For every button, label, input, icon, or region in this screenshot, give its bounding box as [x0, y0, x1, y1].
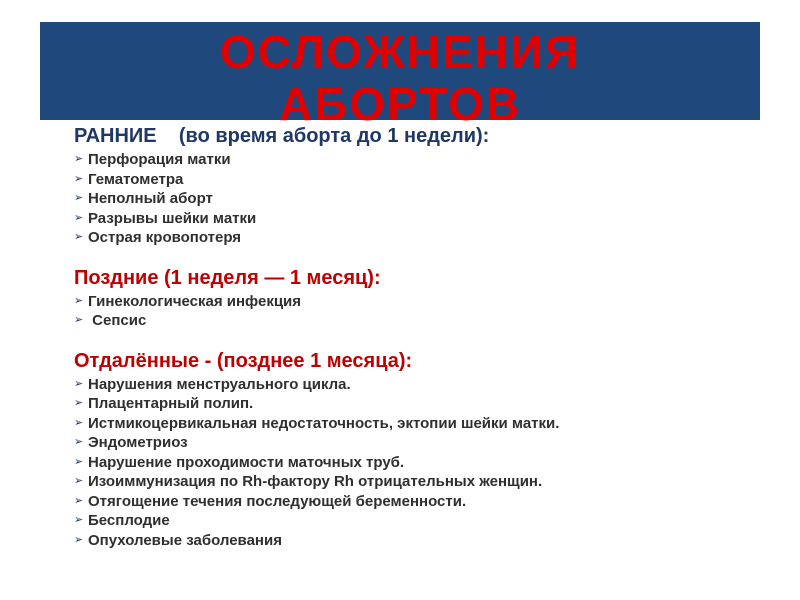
list-item-text: Истмикоцервикальная недостаточность, эктопии шейки матки. [88, 414, 560, 432]
list-item-text: Плацентарный полип. [88, 395, 254, 412]
arrow-bullet-icon: ➢ [74, 475, 84, 487]
section-remote [74, 349, 764, 551]
list-item-text: Разрывы шейки матки [88, 209, 257, 227]
slide-content [74, 124, 764, 550]
early-heading-lead: РАННИЕ [74, 125, 157, 147]
arrow-bullet-icon: ➢ [74, 455, 84, 468]
list-item [74, 189, 764, 209]
list-item-text: Нарушение проходимости маточных труб. [88, 453, 405, 471]
list-item [74, 472, 764, 492]
list-item-text: Сепсис [88, 312, 147, 329]
list-item [74, 170, 764, 190]
arrow-bullet-icon: ➢ [74, 172, 84, 185]
list-item [74, 209, 764, 229]
arrow-bullet-icon: ➢ [74, 314, 84, 326]
title-banner [40, 22, 760, 130]
list-item [74, 453, 764, 473]
arrow-bullet-icon: ➢ [74, 514, 84, 526]
section-remote-heading: Отдалённые - (позднее 1 месяца): [74, 349, 413, 372]
list-item-text: Изоиммунизация по Rh-фактору Rh отрицательных женщин. [88, 473, 543, 490]
list-item [74, 311, 764, 331]
list-item-text: Перфорация матки [88, 151, 231, 168]
arrow-bullet-icon: ➢ [74, 294, 84, 307]
list-item-text: Неполный аборт [88, 190, 213, 207]
list-item [74, 394, 764, 414]
list-item-text: Острая кровопотеря [88, 229, 242, 246]
list-item-text: Нарушения менструального цикла. [88, 375, 351, 393]
arrow-bullet-icon: ➢ [74, 416, 84, 429]
arrow-bullet-icon: ➢ [74, 153, 84, 165]
list-item-text: Эндометриоз [88, 434, 188, 451]
title-line-1: ОСЛОЖНЕНИЯ [219, 26, 581, 78]
list-item [74, 375, 764, 395]
arrow-bullet-icon: ➢ [74, 494, 84, 507]
arrow-bullet-icon: ➢ [74, 397, 84, 409]
list-item [74, 414, 764, 434]
list-item-text: Отягощение течения последующей беременности. [88, 492, 467, 510]
early-heading-rest: (во время аборта до 1 недели): [178, 125, 490, 147]
list-item [74, 511, 764, 531]
list-item [74, 228, 764, 248]
list-item [74, 492, 764, 512]
list-item-text: Гематометра [88, 170, 184, 188]
section-early-heading [74, 124, 764, 148]
slide-title [40, 26, 760, 130]
arrow-bullet-icon: ➢ [74, 231, 84, 243]
section-early [74, 124, 764, 248]
remote-list [74, 375, 764, 551]
arrow-bullet-icon: ➢ [74, 533, 84, 546]
list-item [74, 531, 764, 551]
arrow-bullet-icon: ➢ [74, 192, 84, 204]
list-item [74, 433, 764, 453]
arrow-bullet-icon: ➢ [74, 377, 84, 390]
list-item [74, 292, 764, 312]
list-item-text: Бесплодие [88, 512, 170, 529]
list-item-text: Гинекологическая инфекция [88, 292, 302, 310]
arrow-bullet-icon: ➢ [74, 436, 84, 448]
section-late-heading: Поздние (1 неделя — 1 месяц): [74, 266, 381, 289]
arrow-bullet-icon: ➢ [74, 211, 84, 224]
list-item [74, 150, 764, 170]
list-item-text: Опухолевые заболевания [88, 531, 282, 549]
late-list [74, 292, 764, 331]
section-late [74, 266, 764, 331]
title-line-2: АБОРТОВ [278, 78, 522, 130]
early-list [74, 150, 764, 248]
